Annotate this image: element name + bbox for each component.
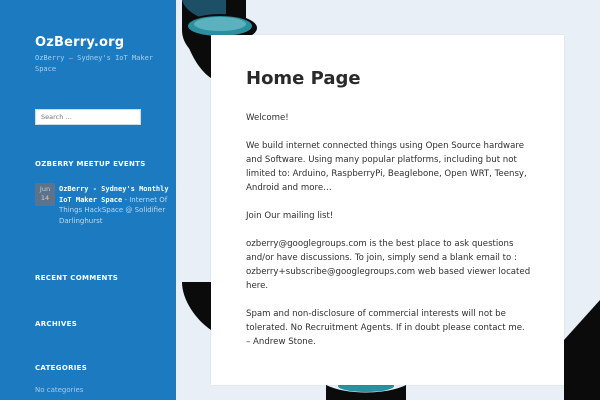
paragraph-about: We build internet connected things using Open Source hardware and Software. Using many popular platforms, including but not limited to: Arduino, RaspberryPi, Beaglebone, Open WRT, Teensy, Android and more… — [246, 141, 527, 193]
event-item — [59, 184, 169, 226]
art-left-arm — [186, 40, 211, 78]
event-description: - Internet Of Things HackSpace @ Solidifier Darlinghurst — [59, 195, 168, 225]
event-month: Jun — [39, 185, 51, 193]
art-bottom-blob — [182, 282, 211, 330]
art-teal-ring-top-light — [194, 17, 246, 31]
categories-widget-title: CATEGORIES — [35, 364, 88, 372]
page-title: Home Page — [246, 68, 361, 89]
archives-widget-title: ARCHIVES — [35, 320, 78, 328]
event-day: 14 — [40, 194, 50, 202]
recent-comments-widget-title: RECENT COMMENTS — [35, 274, 119, 282]
site-title[interactable]: OzBerry.org — [35, 35, 125, 50]
events-widget-title: OZBERRY MEETUP EVENTS — [35, 160, 146, 168]
search-input[interactable] — [35, 109, 141, 125]
paragraph-mailing-list: Join Our mailing list! — [246, 211, 334, 221]
content-card — [211, 35, 564, 385]
sidebar — [0, 0, 176, 400]
paragraph-spam-policy: Spam and non-disclosure of commercial interests will not be tolerated. No Recruitment Agents. If in doubt please contact me. – Andrew Stone. — [246, 309, 525, 347]
paragraph-email-info: ozberry@googlegroups.com is the best place to ask questions and/or have discussions. To join, simply send a blank email to : ozberry+subscribe@googlegroups.com web based viewer located here. — [246, 239, 531, 291]
event-date-badge — [35, 183, 55, 206]
site-description: OzBerry – Sydney's IoT Maker Space — [35, 54, 154, 73]
categories-empty-text: No categories — [35, 386, 84, 394]
art-right-fill — [564, 300, 600, 400]
paragraph-welcome: Welcome! — [246, 113, 289, 123]
page-content — [246, 111, 531, 363]
event-title-link[interactable]: OzBerry - Sydney's Monthly IoT Maker Space — [59, 185, 169, 204]
